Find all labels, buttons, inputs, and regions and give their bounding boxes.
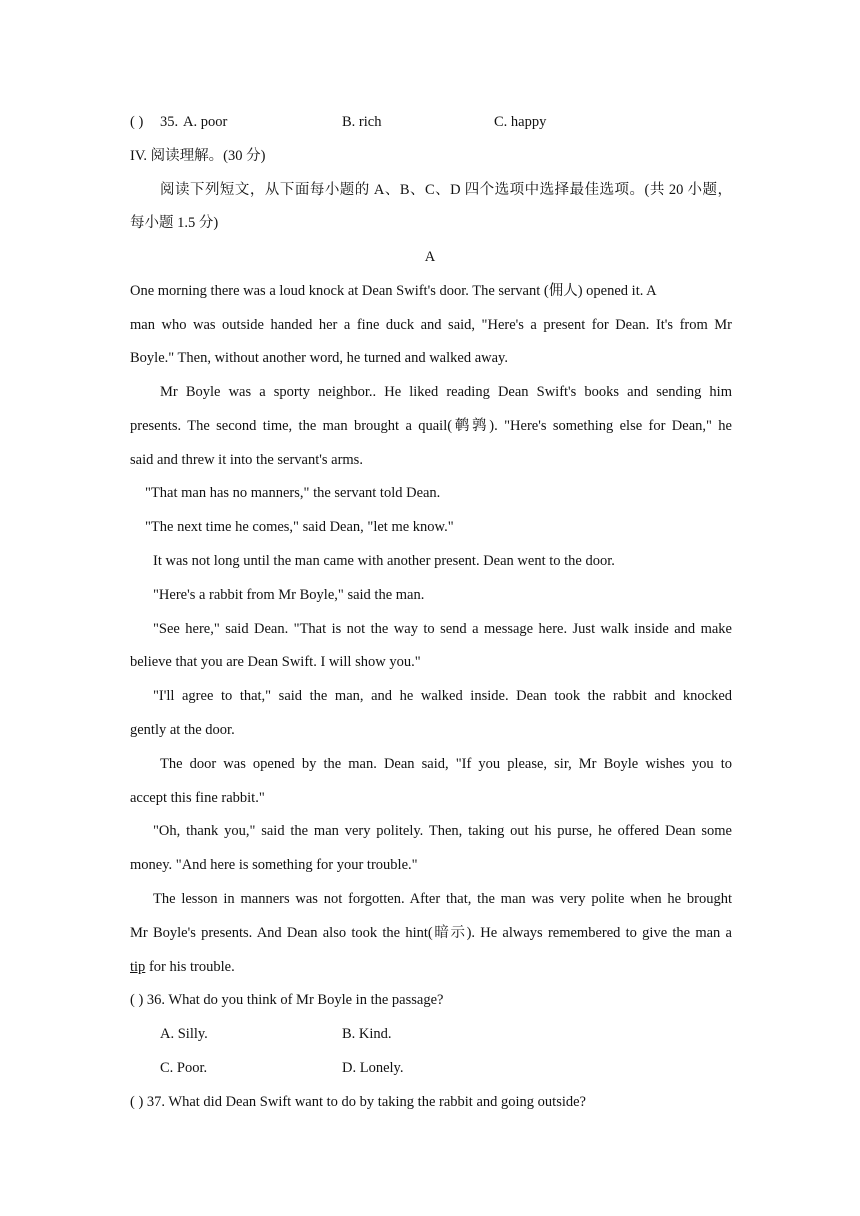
passage-line: gently at the door. xyxy=(130,722,235,738)
passage-line: "That man has no manners," the servant told Dean. xyxy=(145,485,441,501)
passage-line: "Here's a rabbit from Mr Boyle," said the man. xyxy=(153,587,425,603)
passage-last-line-rest: for his trouble. xyxy=(145,959,235,975)
q35-number: 35. xyxy=(160,114,179,130)
passage-line: "See here," said Dean. "That is not the way to send a message here. Just walk inside and make xyxy=(153,621,732,637)
q37-stem: ( ) 37. What did Dean Swift want to do by taking the rabbit and going outside? xyxy=(130,1094,586,1110)
q36-option-d: D. Lonely. xyxy=(342,1060,404,1076)
q36-option-a: A. Silly. xyxy=(160,1026,208,1042)
q36-option-c: C. Poor. xyxy=(160,1060,208,1076)
passage-line: It was not long until the man came with another present. Dean went to the door. xyxy=(153,553,615,569)
passage-line: "Oh, thank you," said the man very politely. Then, taking out his purse, he offered Dean some xyxy=(153,823,732,839)
passage-line: "I'll agree to that," said the man, and he walked inside. Dean took the rabbit and knocked xyxy=(153,688,732,704)
passage-line: One morning there was a loud knock at Dean Swift's door. The servant (佣人) opened it. A xyxy=(130,283,657,299)
passage-last-line xyxy=(130,957,732,977)
passage-line: accept this fine rabbit." xyxy=(130,790,265,806)
q35-paren: ( ) xyxy=(130,114,144,130)
q35-option-b: B. rich xyxy=(342,114,382,130)
section-title: IV. 阅读理解。(30 分) xyxy=(130,148,266,164)
passage-line: believe that you are Dean Swift. I will show you." xyxy=(130,654,421,670)
q35-option-c: C. happy xyxy=(494,114,547,130)
q36-stem: ( ) 36. What do you think of Mr Boyle in the passage? xyxy=(130,992,444,1008)
passage-line: "The next time he comes," said Dean, "let me know." xyxy=(145,519,454,535)
passage-line: presents. The second time, the man brought a quail(鹌鹑). "Here's something else for Dean," he xyxy=(130,418,732,434)
passage-line: man who was outside handed her a fine duck and said, "Here's a present for Dean. It's from Mr xyxy=(130,317,732,333)
passage-line: Mr Boyle's presents. And Dean also took the hint(暗示). He always remembered to give the man a xyxy=(130,925,732,941)
section-instructions-line-2: 每小题 1.5 分) xyxy=(130,215,219,231)
passage-line: money. "And here is something for your trouble." xyxy=(130,857,418,873)
section-instructions-line-1: 阅读下列短文，从下面每小题的 A、B、C、D 四个选项中选择最佳选项。(共 20 小题， xyxy=(160,182,732,198)
underlined-word-tip: tip xyxy=(130,959,146,975)
passage-label: A xyxy=(424,249,436,265)
passage-line: said and threw it into the servant's arms. xyxy=(130,452,363,468)
passage-line: Mr Boyle was a sporty neighbor.. He liked reading Dean Swift's books and sending him xyxy=(160,384,732,400)
passage-line: The door was opened by the man. Dean said, "If you please, sir, Mr Boyle wishes you to xyxy=(160,756,732,772)
q35-option-a: A. poor xyxy=(183,114,228,130)
passage-line: Boyle." Then, without another word, he turned and walked away. xyxy=(130,350,508,366)
q36-option-b: B. Kind. xyxy=(342,1026,392,1042)
passage-line: The lesson in manners was not forgotten. After that, the man was very polite when he brought xyxy=(153,891,732,907)
